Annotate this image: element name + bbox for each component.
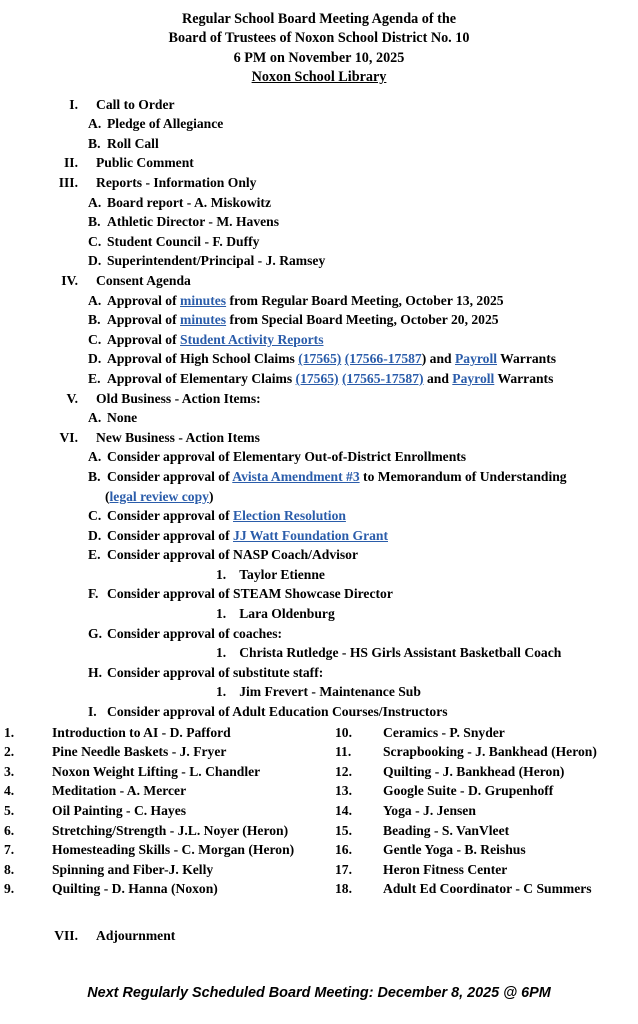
course-number: 15. [335,822,352,838]
section-iv-numeral: IV. [61,272,78,288]
item-vi-e-sub-1-mark: 1. [216,566,227,582]
item-vi-a [0,447,638,467]
header-location: Noxon School Library [251,69,387,86]
item-vi-h-mark: H. [88,664,102,680]
section-ii-title: Public Comment [96,155,194,171]
section-iv-title: Consent Agenda [96,272,191,288]
item-vi-g [0,624,638,644]
course-number: 5. [4,803,15,818]
item-iii-c-text: Student Council - F. Duffy [107,233,260,249]
item-vi-d-mark: D. [88,527,102,543]
item-iv-d-mark: D. [88,351,102,367]
item-vi-f-sub-1 [0,604,638,624]
item-iii-d-text: Superintendent/Principal - J. Ramsey [107,253,326,269]
item-iv-e-post: Warrants [494,370,554,386]
item-iv-c [0,330,638,350]
item-iii-a-text: Board report - A. Miskowitz [107,194,271,210]
item-iv-c-mark: C. [88,331,102,347]
section-vi [0,428,638,448]
course-name: Gentle Yoga - B. Reishus [383,842,526,858]
item-vi-h-sub-1-text: Jim Frevert - Maintenance Sub [239,684,421,700]
item-vi-b-pre: Consider approval of [107,468,233,484]
item-iv-e-mark: E. [88,370,101,386]
item-v-a-text: None [107,410,138,426]
section-vii-wrapper [0,926,638,946]
elem-claims-range-link[interactable]: (17565-17587) [342,370,424,386]
item-vi-h [0,663,638,683]
item-iv-e-mid2: and [423,370,453,386]
item-v-a-mark: A. [88,410,102,426]
header-line-2: Board of Trustees of Noxon School District No. 10 [168,30,470,47]
item-vi-h-sub-1 [0,682,638,702]
item-vi-h-text: Consider approval of substitute staff: [107,664,324,680]
item-vi-d-pre: Consider approval of [107,527,234,543]
course-number: 17. [335,861,352,877]
section-i-numeral: I. [69,96,78,112]
elem-claim-17565-link[interactable]: (17565) [295,370,339,386]
avista-amendment-link[interactable]: Avista Amendment #3 [232,468,360,484]
course-name: Adult Ed Coordinator - C Summers [383,881,592,897]
item-vi-i [0,702,638,722]
item-iv-a-mark: A. [88,292,102,308]
course-number: 3. [4,763,15,779]
item-iii-c [0,232,638,252]
course-name: Google Suite - D. Grupenhoff [383,783,554,799]
course-name: Beading - S. VanVleet [383,822,510,838]
course-item [335,840,638,860]
minutes-link-october-13[interactable]: minutes [180,292,227,308]
item-vi-e [0,545,638,565]
course-number: 7. [4,842,15,858]
section-i-title: Call to Order [96,96,175,112]
course-item [4,821,323,841]
item-vi-d-text [103,526,388,546]
item-vi-e-sub-1 [0,565,638,585]
section-ii-numeral: II. [64,155,78,171]
agenda-body [0,95,638,946]
item-iv-e-text [103,369,553,389]
item-iv-c-pre: Approval of [107,331,181,347]
item-vi-c-text [103,506,346,526]
course-number: 1. [4,724,15,740]
item-vi-f [0,584,638,604]
document-header [0,0,638,88]
item-iv-d [0,349,638,369]
section-iii [0,173,638,193]
item-vi-i-mark: I. [88,704,97,720]
item-iii-a-mark: A. [88,194,102,210]
course-column-left [0,723,323,899]
section-vii-numeral: VII. [54,927,78,943]
item-iv-b-post: from Special Board Meeting, October 20, 2025 [226,312,499,328]
section-vii-title: Adjournment [96,927,176,943]
item-iii-c-mark: C. [88,233,102,249]
hs-payroll-link[interactable]: Payroll [454,351,498,367]
course-name: Heron Fitness Center [383,861,508,877]
course-name: Ceramics - P. Snyder [383,724,505,740]
section-v [0,389,638,409]
section-iii-title: Reports - Information Only [96,175,257,190]
course-name: Homesteading Skills - C. Morgan (Heron) [52,842,295,858]
section-iv [0,271,638,291]
item-iii-d [0,251,638,271]
section-vi-numeral: VI. [59,429,78,445]
item-vi-b-continued [0,487,638,507]
item-iii-d-mark: D. [88,253,102,269]
item-iii-b-text: Athletic Director - M. Havens [107,214,280,230]
course-number: 9. [4,881,15,897]
item-vi-b-text [103,467,567,487]
hs-claims-range-link[interactable]: (17566-17587 [344,351,422,367]
item-vi-h-sub-1-mark: 1. [216,684,227,700]
section-iii-numeral: III. [58,175,78,190]
jj-watt-foundation-grant-link[interactable]: JJ Watt Foundation Grant [233,527,388,543]
course-item [335,723,638,743]
course-name: Noxon Weight Lifting - L. Chandler [52,763,261,779]
item-vi-g-text: Consider approval of coaches: [107,625,283,641]
course-name: Stretching/Strength - J.L. Noyer (Heron) [52,822,289,838]
item-i-a-mark: A. [88,116,102,132]
course-item [4,801,323,821]
item-iv-d-mid2: ) and [421,351,455,367]
section-ii [0,153,638,173]
course-item [335,742,638,762]
item-vi-i-text: Consider approval of Adult Education Courses/Instructors [107,704,448,720]
hs-claim-17565-link[interactable]: (17565) [298,351,342,367]
course-number: 8. [4,861,15,877]
item-vi-g-sub-1 [0,643,638,663]
item-vi-g-sub-1-mark: 1. [216,645,227,661]
item-vi-g-sub-1-text: Christa Rutledge - HS Girls Assistant Basketball Coach [239,645,562,661]
item-vi-f-text: Consider approval of STEAM Showcase Director [107,586,393,602]
item-iii-a [0,193,638,213]
item-vi-c [0,506,638,526]
item-iv-a-post: from Regular Board Meeting, October 13, 2025 [226,292,504,308]
item-vi-c-pre: Consider approval of [107,508,234,524]
item-vi-c-mark: C. [88,508,102,524]
course-item [4,860,323,880]
item-i-a [0,114,638,134]
course-number: 12. [335,763,352,779]
item-vi-f-mark: F. [88,586,99,602]
section-vi-title: New Business - Action Items [96,429,260,445]
course-name: Spinning and Fiber-J. Kelly [52,861,214,877]
item-vi-b [0,467,638,487]
course-name: Scrapbooking - J. Bankhead (Heron) [383,744,597,760]
item-iv-e [0,369,638,389]
course-number: 14. [335,803,352,818]
course-number: 13. [335,783,352,799]
item-i-b [0,134,638,154]
course-item [4,723,323,743]
header-line-3: 6 PM on November 10, 2025 [233,49,405,66]
course-item [335,860,638,880]
course-item [4,879,323,899]
item-vi-a-text: Consider approval of Elementary Out-of-District Enrollments [107,449,467,465]
item-vi-g-mark: G. [88,625,102,641]
elem-payroll-link[interactable]: Payroll [452,370,495,386]
course-name: Pine Needle Baskets - J. Fryer [52,744,227,760]
item-vi-d [0,526,638,546]
item-vi-b-cont-pre: ( [105,488,110,504]
course-item [4,781,323,801]
item-vi-e-text: Consider approval of NASP Coach/Advisor [107,547,359,563]
item-v-a [0,408,638,428]
item-iii-b [0,212,638,232]
item-iv-e-pre: Approval of Elementary Claims [107,370,296,386]
course-name: Quilting - J. Bankhead (Heron) [383,763,565,779]
minutes-link-october-20[interactable]: minutes [180,312,227,328]
course-number: 11. [335,744,352,760]
legal-review-copy-link[interactable]: legal review copy [109,488,209,504]
course-number: 6. [4,822,15,838]
item-iv-a-pre: Approval of [107,292,181,308]
course-item [4,742,323,762]
course-item [335,801,638,821]
item-iv-b-pre: Approval of [107,312,181,328]
header-line-1: Regular School Board Meeting Agenda of the [181,11,457,27]
course-item [335,762,638,782]
course-number: 18. [335,881,352,897]
student-activity-reports-link[interactable]: Student Activity Reports [180,331,324,347]
election-resolution-link[interactable]: Election Resolution [233,508,346,524]
item-vi-b-mark: B. [88,468,101,484]
item-iv-a [0,291,638,311]
course-item [4,762,323,782]
item-vi-f-sub-1-mark: 1. [216,606,227,622]
item-vi-a-mark: A. [88,449,102,465]
item-i-b-mark: B. [88,135,101,151]
adult-education-course-list [0,723,638,899]
section-i [0,95,638,115]
section-vii [0,926,638,946]
course-column-right [323,723,638,899]
course-name: Meditation - A. Mercer [52,783,187,799]
course-item [335,781,638,801]
course-item [335,821,638,841]
course-number: 16. [335,842,352,858]
course-number: 10. [335,724,352,740]
item-vi-b-cont-post: ) [208,488,214,504]
course-item [335,879,638,899]
item-iv-c-text [103,330,324,350]
item-vi-e-mark: E. [88,547,101,563]
section-v-numeral: V. [66,390,78,406]
item-vi-b-post: to Memorandum of Understanding [359,468,567,484]
course-number: 2. [4,744,15,760]
item-iv-d-pre: Approval of High School Claims [107,351,299,367]
course-name: Introduction to AI - D. Pafford [52,724,231,740]
item-iv-b [0,310,638,330]
course-name: Yoga - J. Jensen [383,803,476,818]
item-i-b-text: Roll Call [107,135,159,151]
item-vi-e-sub-1-text: Taylor Etienne [239,566,325,582]
course-item [4,840,323,860]
next-meeting-note: Next Regularly Scheduled Board Meeting: December 8, 2025 @ 6PM [87,985,551,1001]
item-iv-d-post: Warrants [497,351,557,367]
item-i-a-text: Pledge of Allegiance [107,116,224,132]
item-iv-b-mark: B. [88,312,101,328]
item-iii-b-mark: B. [88,214,101,230]
course-number: 4. [4,783,15,799]
course-name: Quilting - D. Hanna (Noxon) [52,881,218,897]
item-iv-a-text [103,291,504,311]
item-iv-d-text [103,349,556,369]
section-v-title: Old Business - Action Items: [96,390,261,406]
item-iv-b-text [103,310,499,330]
course-name: Oil Painting - C. Hayes [52,803,187,818]
item-vi-f-sub-1-text: Lara Oldenburg [239,606,335,622]
